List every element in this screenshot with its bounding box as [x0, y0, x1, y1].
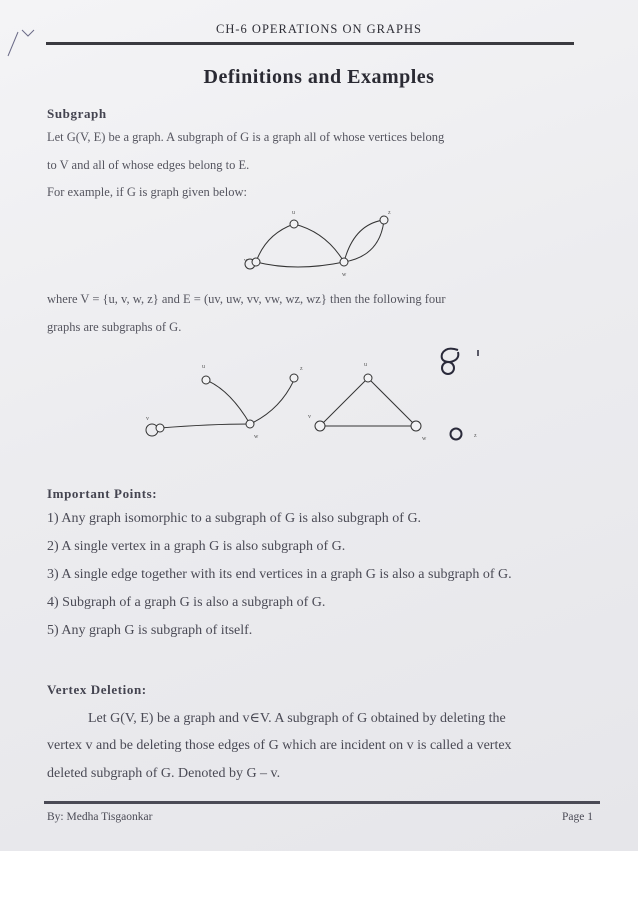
important-points-heading: Important Points: [47, 486, 158, 501]
important-point-4: 4) Subgraph of a graph G is also a subgraph of G. [47, 595, 326, 610]
vertex-label-v: v [244, 258, 247, 264]
page-title: Definitions and Examples [203, 66, 435, 88]
vertex-deletion-heading: Vertex Deletion: [47, 682, 147, 697]
important-point-3: 3) A single edge together with its end vertices in a graph G is also a subgraph of G. [47, 567, 512, 582]
vertex-label-w: w [254, 434, 259, 440]
important-point-5: 5) Any graph G is subgraph of itself. [47, 623, 253, 638]
vertex-label-z: z [474, 433, 477, 439]
vertex-deletion-line-1: Let G(V, E) be a graph and v∈V. A subgraph of G obtained by deleting the [88, 711, 506, 726]
footer-rule [44, 801, 600, 804]
chapter-title: CH-6 OPERATIONS ON GRAPHS [216, 22, 422, 36]
header-rule [46, 42, 574, 45]
subgraph-heading: Subgraph [47, 106, 107, 121]
vertex-edge-sets-line: where V = {u, v, w, z} and E = (uv, uw, vv, vw, wz, wz} then the following four [47, 292, 446, 306]
vertex-deletion-line-3: deleted subgraph of G. Denoted by G – v. [47, 766, 281, 781]
important-point-1: 1) Any graph isomorphic to a subgraph of G is also subgraph of G. [47, 511, 422, 526]
vertex-label-v: v [308, 414, 311, 420]
graph-g-diagram [236, 204, 396, 280]
subgraph-definition-line-1: Let G(V, E) be a graph. A subgraph of G is a graph all of whose vertices belong [47, 130, 445, 144]
footer-page-number: Page 1 [562, 811, 593, 823]
vertex-label-v: v [146, 416, 149, 422]
subgraph-3-diagram [428, 344, 488, 384]
vertex-label-u: u [202, 364, 205, 370]
vertex-label-w: w [422, 436, 427, 442]
subgraph-1-diagram [140, 360, 310, 444]
subgraph-4-diagram [444, 422, 494, 446]
vertex-label-w: w [342, 272, 347, 278]
vertex-label-u: u [364, 362, 367, 368]
important-point-2: 2) A single vertex in a graph G is also subgraph of G. [47, 539, 346, 554]
four-subgraphs-line: graphs are subgraphs of G. [47, 320, 182, 334]
subgraph-example-intro: For example, if G is graph given below: [47, 185, 247, 199]
vertex-label-z: z [388, 210, 391, 216]
subgraph-definition-line-2: to V and all of whose edges belong to E. [47, 158, 250, 172]
vertex-label-u: u [292, 210, 295, 216]
subgraph-2-diagram [306, 360, 436, 444]
footer-author: By: Medha Tisgaonkar [47, 811, 153, 823]
vertex-deletion-line-2: vertex v and be deleting those edges of G which are incident on v is called a vertex [47, 738, 512, 753]
vertex-label-z: z [300, 366, 303, 372]
